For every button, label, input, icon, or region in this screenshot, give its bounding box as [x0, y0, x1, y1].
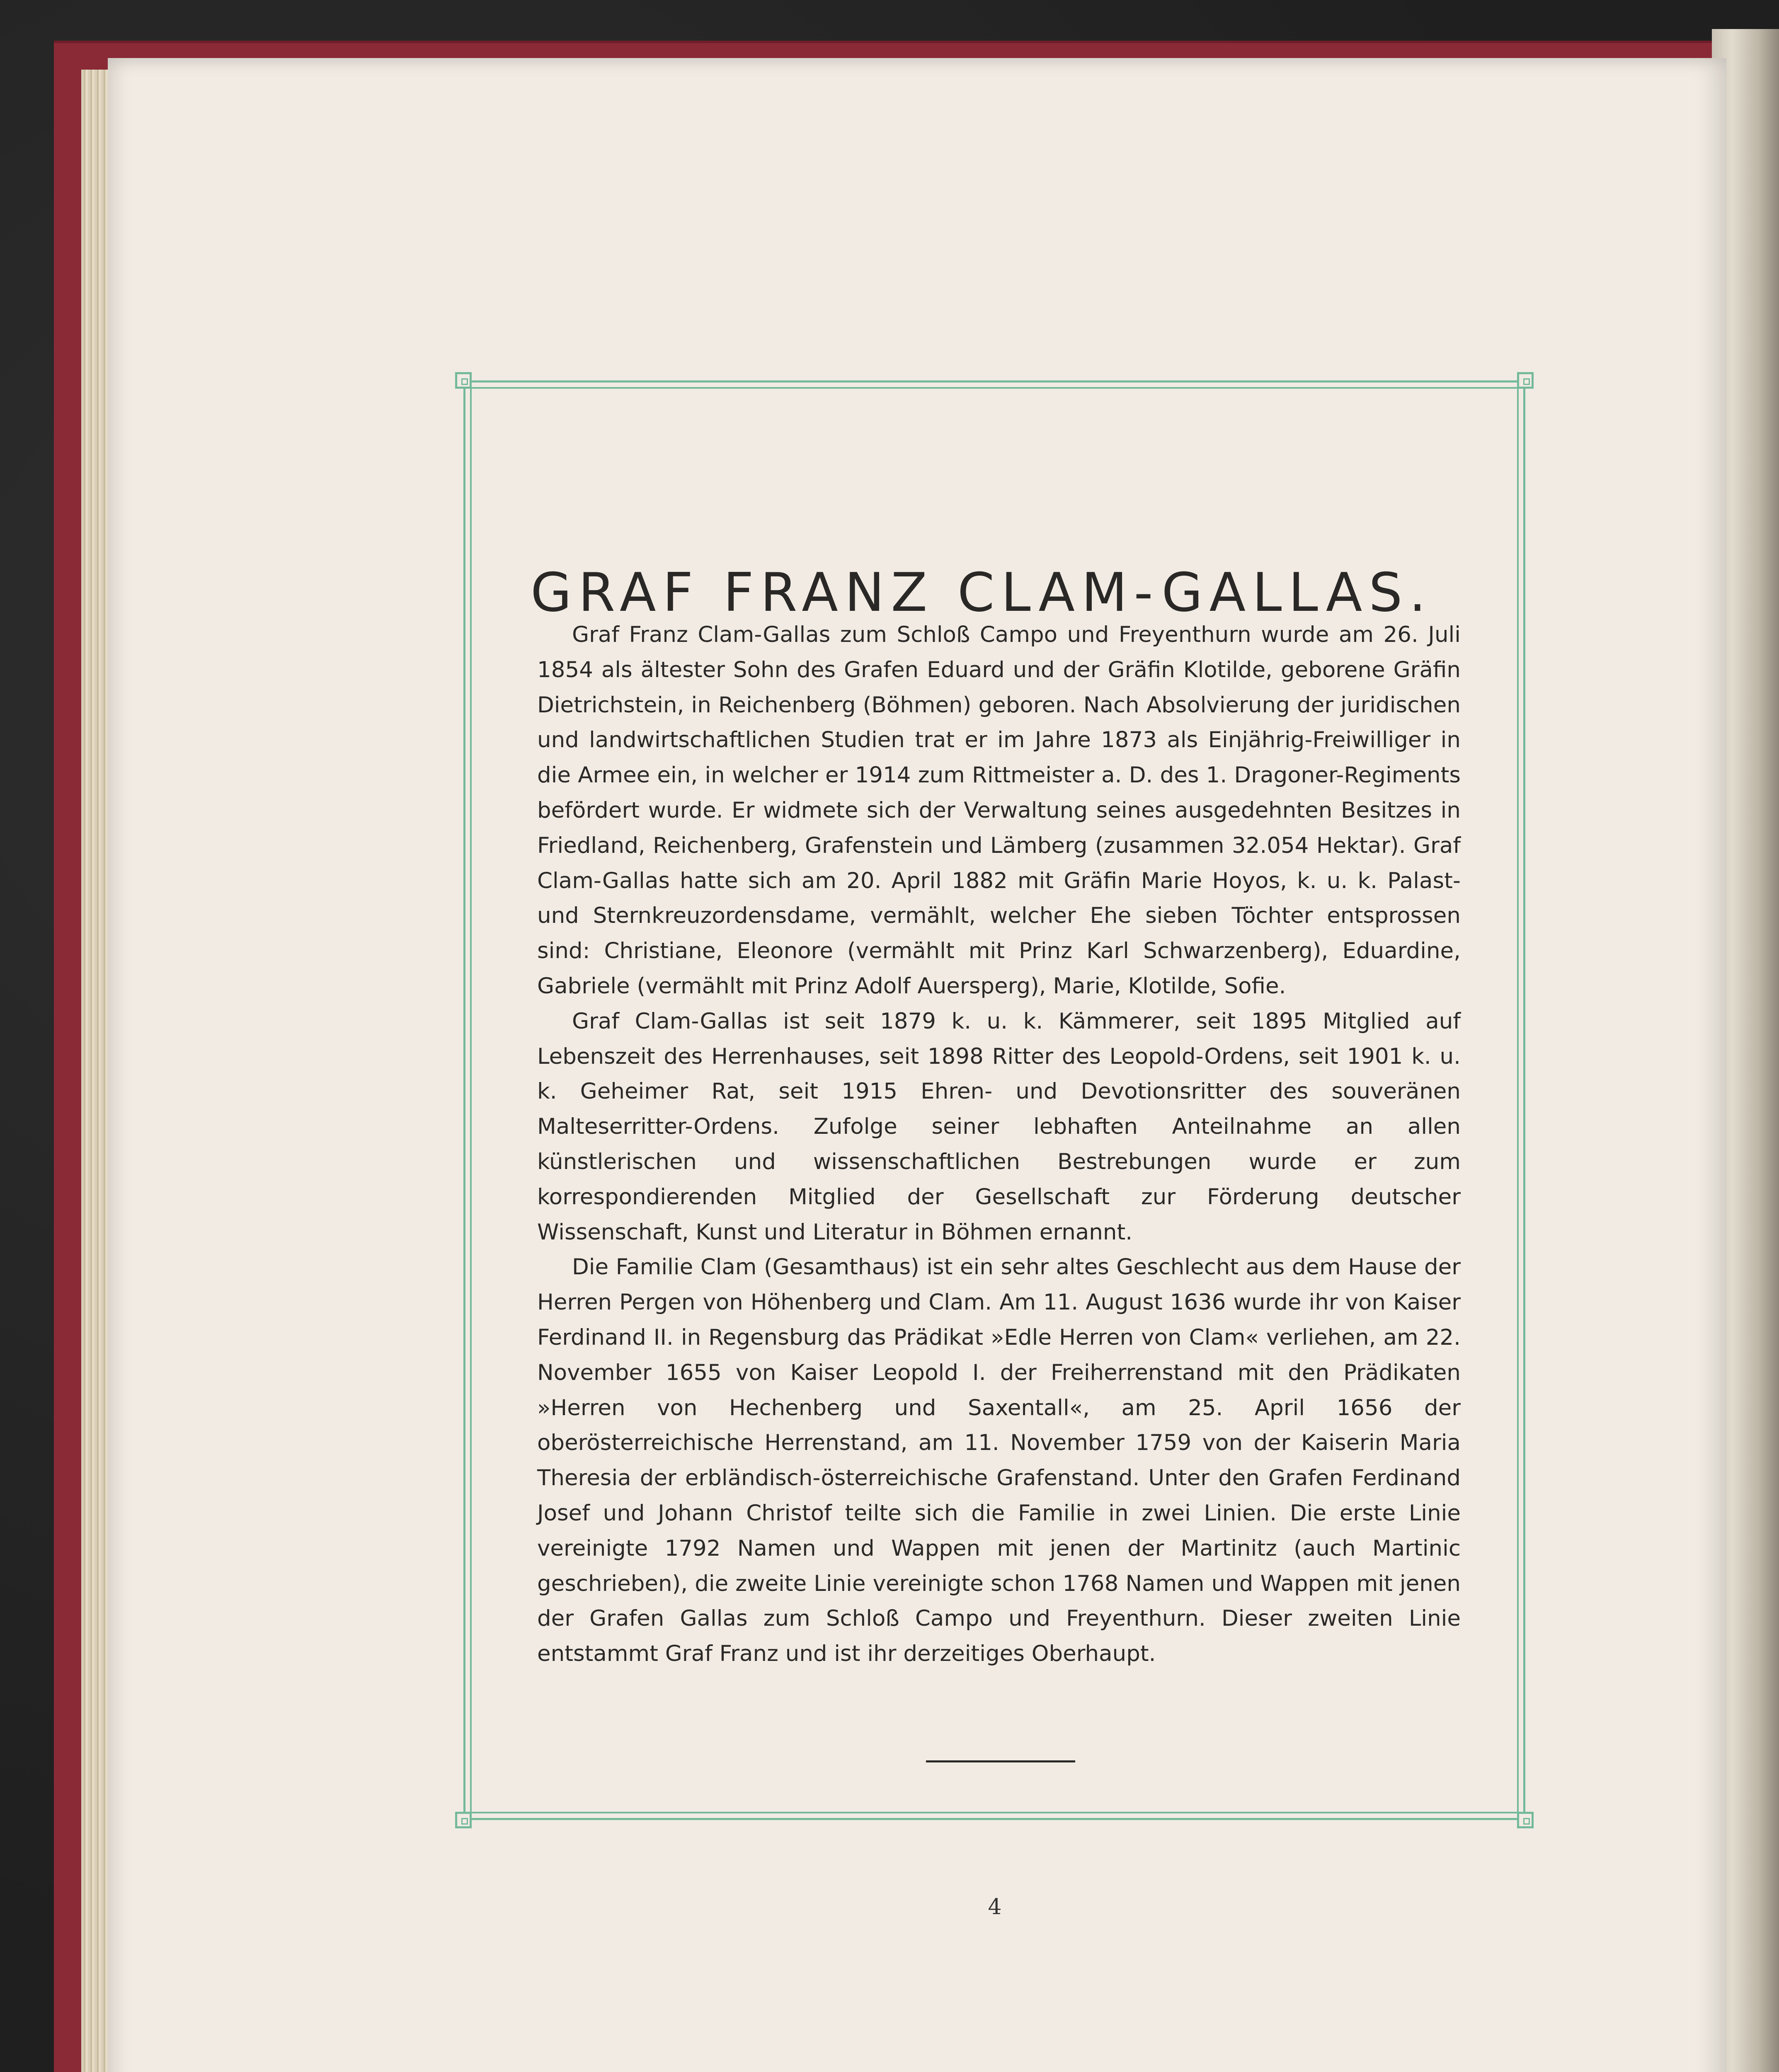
frame-corner-ornament	[1517, 372, 1534, 389]
paragraph: Graf Clam-Gallas ist seit 1879 k. u. k. Kämmerer, seit 1895 Mitglied auf Lebenszeit des Herrenhauses, seit 1898 Ritter des Leopold-Ordens, seit 1901 k. u. k. Geheimer Rat, seit 1915 Ehren- und Devotionsritter des souveränen Malteserritter-Ordens. Zufolge seiner lebhaften Anteilnahme an allen künstlerischen und wissenschaftlichen Bestrebungen wurde er zum korrespondierenden Mitglied der Gesellschaft zur Förderung deutscher Wissenschaft, Kunst und Literatur in Böhmen ernannt.	[537, 1008, 1461, 1245]
frame-corner-ornament	[1517, 1812, 1534, 1828]
body-text	[537, 617, 1461, 1672]
frame-corner-ornament	[455, 1812, 472, 1828]
paragraph: Graf Franz Clam-Gallas zum Schloß Campo und Freyenthurn wurde am 26. Juli 1854 als ältester Sohn des Grafen Eduard und der Gräfin Klotilde, geborene Gräfin Dietrichstein, in Reichenberg (Böhmen) geboren. Nach Absolvierung der juridischen und landwirtschaftlichen Studien trat er im Jahre 1873 als Einjährig-Freiwilliger in die Armee ein, in welcher er 1914 zum Rittmeister a. D. des 1. Dragoner-Regiments befördert wurde. Er widmete sich der Verwaltung seines ausgedehnten Besitzes in Friedland, Reichenberg, Grafenstein und Lämberg (zusammen 32.054 Hektar). Graf Clam-Gallas hatte sich am 20. April 1882 mit Gräfin Marie Hoyos, k. u. k. Palast- und Sternkreuzordensdame, vermählt, welcher Ehe sieben Töchter entsprossen sind: Christiane, Eleonore (vermählt mit Prinz Karl Schwarzenberg), Eduardine, Gabriele (vermählt mit Prinz Adolf Auersperg), Marie, Klotilde, Sofie.	[537, 622, 1461, 999]
page-number: 4	[988, 1895, 1002, 1920]
page-title: GRAF FRANZ CLAM-GALLAS.	[531, 562, 1433, 624]
frame-corner-ornament	[455, 372, 472, 389]
closing-rule	[926, 1760, 1075, 1762]
paragraph: Die Familie Clam (Gesamthaus) ist ein sehr altes Geschlecht aus dem Hause der Herren Pergen von Höhenberg und Clam. Am 11. August 1636 wurde ihr von Kaiser Ferdinand II. in Regensburg das Prädikat »Edle Herren von Clam« verliehen, am 22. November 1655 von Kaiser Leopold I. der Freiherrenstand mit den Prädikaten »Herren von Hechenberg und Saxentall«, am 25. April 1656 der oberösterreichische Herrenstand, am 11. November 1759 von der Kaiserin Maria Theresia der erbländisch-österreichische Grafenstand. Unter den Grafen Ferdinand Josef und Johann Christof teilte sich die Familie in zwei Linien. Die erste Linie vereinigte 1792 Namen und Wappen mit jenen der Martinitz (auch Martinic geschrieben), die zweite Linie vereinigte schon 1768 Namen und Wappen mit jenen der Grafen Gallas zum Schloß Campo und Freyenthurn. Dieser zweiten Linie entstammt Graf Franz und ist ihr derzeitiges Oberhaupt.	[537, 1254, 1461, 1667]
